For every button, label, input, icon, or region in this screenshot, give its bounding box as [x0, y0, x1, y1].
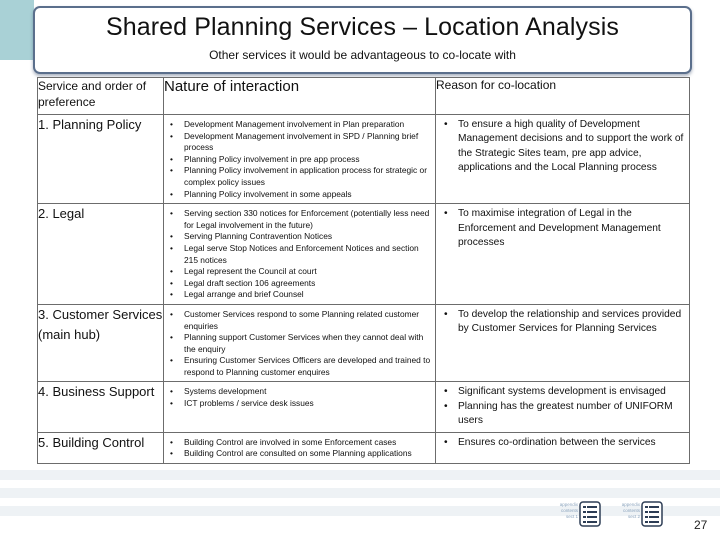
list-item [170, 165, 431, 188]
nature-text: Serving section 330 notices for Enforcement (potentially less need for Legal involvement in the future) [184, 208, 430, 230]
reason-text: Significant systems development is envisaged [458, 386, 666, 398]
nature-text: Customer Services respond to some Planning related customer enquiries [184, 308, 420, 331]
nature-text: Planning support Customer Services when they cannot deal with the enquiry [184, 332, 424, 354]
nature-cell [164, 115, 436, 204]
reason-text: To ensure a high quality of Development Management decisions and to support the work of the Strategic Sites team, pre app advice, applications and the Local Planning process [458, 119, 684, 174]
nature-list [164, 115, 435, 203]
background-bands [0, 470, 720, 540]
list-item [170, 208, 431, 231]
nature-text: Planning Policy involvement in some appeals [184, 188, 352, 199]
nature-text: Planning Policy involvement in application process for strategic or complex policy issues [184, 165, 427, 187]
nature-list [164, 305, 435, 382]
nature-text: Legal arrange and brief Counsel [184, 289, 304, 300]
bullet-icon: • [170, 208, 173, 219]
bullet-icon: • [170, 448, 173, 459]
bullet-icon: • [444, 436, 448, 448]
nature-text: ICT problems / service desk issues [184, 398, 314, 409]
appendix-sect1-label: appendix contents sect 1 [559, 502, 578, 519]
list-item [170, 309, 431, 332]
bullet-icon: • [170, 153, 173, 164]
appendix-sect2-label: appendix contents sect 2 [621, 502, 640, 519]
list-item [444, 436, 685, 450]
list-item [444, 308, 685, 337]
page-title: Shared Planning Services – Location Analysis [105, 13, 620, 41]
corner-decoration [0, 0, 34, 60]
bullet-icon: • [444, 386, 448, 398]
reason-text: To develop the relationship and services provided by Customer Services for Planning Services [458, 308, 682, 335]
list-item [170, 289, 431, 301]
bullet-icon: • [444, 208, 448, 220]
list-item [170, 189, 431, 201]
list-item [444, 385, 685, 399]
reason-cell [436, 204, 690, 305]
reason-list [436, 382, 689, 431]
list-item [170, 119, 431, 131]
list-item [444, 207, 685, 250]
bullet-icon: • [170, 332, 173, 343]
list-item [170, 448, 431, 460]
bullet-icon: • [170, 165, 173, 176]
list-item [170, 231, 431, 243]
nature-text: Legal represent the Council at court [184, 266, 317, 277]
reason-cell [436, 115, 690, 204]
list-item [170, 154, 431, 166]
nature-cell [164, 304, 436, 382]
nature-cell [164, 382, 436, 432]
reason-cell [436, 304, 690, 382]
table-row [38, 204, 690, 305]
table-row [38, 304, 690, 382]
bullet-icon: • [170, 386, 173, 397]
nature-cell [164, 204, 436, 305]
table-row [38, 115, 690, 204]
nature-text: Legal draft section 106 agreements [184, 277, 316, 288]
document-list-icon [579, 501, 601, 527]
reason-cell [436, 382, 690, 432]
bullet-icon: • [170, 242, 173, 253]
bullet-icon: • [170, 436, 173, 447]
bullet-icon: • [170, 231, 173, 242]
bullet-icon: • [444, 400, 448, 412]
nature-text: Systems development [184, 386, 267, 397]
nature-text: Building Control are involved in some Enforcement cases [184, 436, 397, 447]
table-row [38, 432, 690, 463]
bullet-icon: • [170, 119, 173, 129]
nature-list [164, 433, 435, 463]
list-item [444, 118, 685, 176]
service-cell: 1. Planning Policy [38, 115, 164, 204]
service-cell: 3. Customer Services (main hub) [38, 304, 164, 382]
nature-text: Ensuring Customer Services Officers are developed and trained to respond to Planning customer enquires [184, 355, 431, 377]
bullet-icon: • [170, 277, 173, 288]
page-subtitle: Other services it would be advantageous to co-locate with [209, 48, 516, 62]
list-item [170, 386, 431, 398]
reason-list [436, 433, 689, 453]
service-cell: 2. Legal [38, 204, 164, 305]
list-item [170, 243, 431, 266]
list-item [444, 400, 685, 429]
table-row [38, 382, 690, 432]
list-item [170, 131, 431, 154]
list-item [170, 398, 431, 410]
column-header-service: Service and order of preference [38, 78, 164, 115]
list-item [170, 278, 431, 290]
table-header-row [38, 78, 690, 115]
reason-cell [436, 432, 690, 463]
reason-text: To maximise integration of Legal in the Enforcement and Development Management processes [458, 208, 661, 248]
reason-text: Ensures co-ordination between the services [458, 436, 656, 448]
location-analysis-table [37, 77, 690, 464]
page-number: 27 [694, 518, 708, 532]
service-cell: 4. Business Support [38, 382, 164, 432]
bullet-icon: • [170, 355, 173, 366]
appendix-sect2-link[interactable] [614, 500, 666, 530]
reason-list [436, 204, 689, 253]
appendix-sect1-link[interactable] [552, 500, 604, 530]
list-item [170, 355, 431, 378]
bullet-icon: • [444, 119, 448, 130]
document-list-icon [641, 501, 663, 527]
list-item [170, 266, 431, 278]
bullet-icon: • [170, 266, 173, 277]
nature-text: Serving Planning Contravention Notices [184, 231, 333, 242]
nature-text: Building Control are consulted on some Planning applications [184, 448, 412, 459]
nature-text: Development Management involvement in SPD / Planning brief process [184, 130, 419, 153]
service-cell: 5. Building Control [38, 432, 164, 463]
bullet-icon: • [170, 308, 173, 319]
nature-text: Legal serve Stop Notices and Enforcement Notices and section 215 notices [184, 242, 419, 265]
nature-cell [164, 432, 436, 463]
column-header-nature: Nature of interaction [164, 78, 436, 115]
reason-list [436, 305, 689, 340]
list-item [170, 332, 431, 355]
bullet-icon: • [444, 308, 448, 320]
list-item [170, 437, 431, 449]
nature-list [164, 204, 435, 304]
nature-list [164, 382, 435, 412]
bullet-icon: • [170, 398, 173, 409]
reason-text: Planning has the greatest number of UNIFORM users [458, 400, 673, 427]
nature-text: Development Management involvement in Plan preparation [184, 119, 405, 129]
reason-list [436, 115, 689, 179]
title-box [33, 6, 692, 74]
bullet-icon: • [170, 130, 173, 141]
column-header-reason: Reason for co-location [436, 78, 690, 115]
bullet-icon: • [170, 188, 173, 199]
nature-text: Planning Policy involvement in pre app process [184, 153, 360, 164]
bullet-icon: • [170, 289, 173, 300]
